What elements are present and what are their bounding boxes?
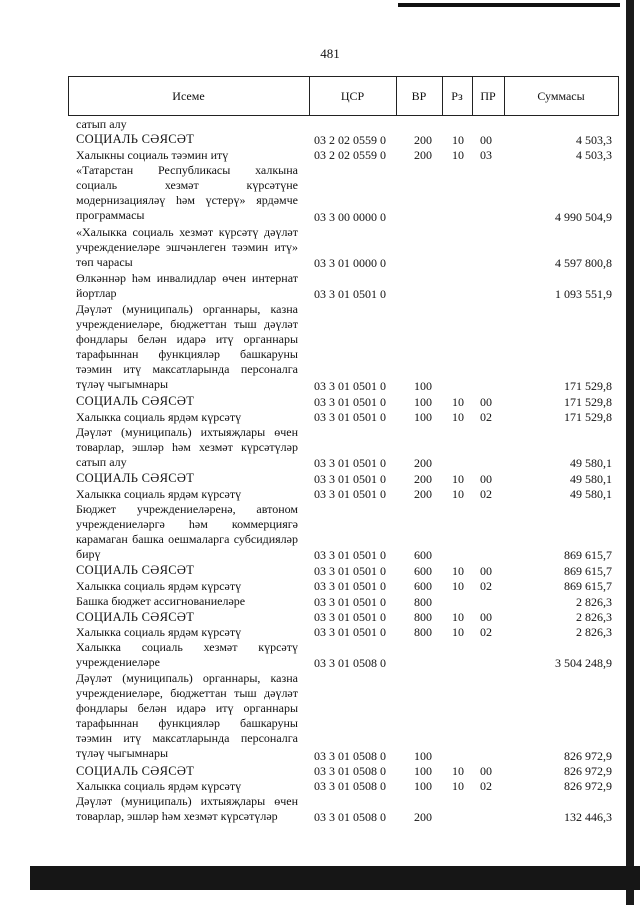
row-vr: 200 (414, 486, 432, 501)
row-name: Дәүләт (муниципаль) органнары, казна учреждениеләре, бюджеттан тыш дәүләт фондлары белән идарә итү органнары тарафыннан функцияләр башкаруны тәэмин итү максатларында персоналга түләү чыгымнары (76, 671, 298, 761)
row-sum: 171 529,8 (564, 379, 612, 394)
row-vr: 100 (414, 394, 432, 409)
row-sum: 49 580,1 (570, 456, 612, 471)
row-vr: 100 (414, 409, 432, 424)
table-row (0, 148, 640, 163)
row-sum: 4 503,3 (576, 132, 612, 147)
row-name: Дәүләт (муниципаль) органнары, казна учреждениеләре, бюджеттан тыш дәүләт фондлары белән идарә итү органнары тарафыннан функцияләр башкаруны тәэмин итү максатларында персоналга түләү чыгымнары (76, 301, 298, 391)
table-row (0, 394, 640, 409)
row-name: Башка бюджет ассигнованиеләре (76, 594, 246, 609)
row-pr: 00 (480, 471, 492, 486)
table-row (0, 594, 640, 609)
row-rz: 10 (452, 563, 464, 578)
row-name: СОЦИАЛЬ СӘЯСӘТ (76, 394, 195, 409)
row-sum: 826 972,9 (564, 764, 612, 779)
row-sum: 869 615,7 (564, 579, 612, 594)
row-rz: 10 (452, 625, 464, 640)
row-vr: 200 (414, 148, 432, 163)
table-row (0, 610, 640, 625)
row-vr: 600 (414, 563, 432, 578)
row-vr: 200 (414, 810, 432, 825)
table-row (0, 764, 640, 779)
row-vr: 100 (414, 779, 432, 794)
table-row (0, 410, 640, 425)
table-row (0, 671, 640, 763)
row-csr: 03 3 01 0501 0 (314, 486, 386, 501)
row-vr: 800 (414, 594, 432, 609)
header-sum: Суммасы (537, 89, 585, 103)
row-vr: 200 (414, 456, 432, 471)
row-pr: 02 (480, 779, 492, 794)
header-rz: Рз (451, 89, 463, 103)
row-pr: 00 (480, 610, 492, 625)
table-row (0, 132, 640, 147)
table-row (0, 271, 640, 302)
row-rz: 10 (452, 132, 464, 147)
row-name: Халыкны социаль тәэмин итү (76, 147, 229, 162)
row-name: Халыкка социаль ярдәм күрсәтү (76, 578, 242, 593)
row-rz: 10 (452, 764, 464, 779)
row-pr: 02 (480, 409, 492, 424)
table-row (0, 163, 640, 225)
row-sum: 49 580,1 (570, 471, 612, 486)
row-pr: 00 (480, 394, 492, 409)
row-rz: 10 (452, 579, 464, 594)
table-row (0, 117, 640, 132)
row-csr: 03 3 01 0508 0 (314, 764, 386, 779)
row-csr: 03 3 01 0501 0 (314, 625, 386, 640)
row-name: Дәүләт (муниципаль) ихтыяҗлары өчен товарлар, эшләр һәм хезмәт күрсәтүләр (76, 794, 298, 824)
row-sum: 869 615,7 (564, 548, 612, 563)
row-csr: 03 2 02 0559 0 (314, 148, 386, 163)
row-csr: 03 3 01 0501 0 (314, 610, 386, 625)
row-rz: 10 (452, 471, 464, 486)
row-pr: 00 (480, 563, 492, 578)
row-pr: 02 (480, 625, 492, 640)
row-sum: 869 615,7 (564, 563, 612, 578)
row-csr: 03 3 01 0501 0 (314, 409, 386, 424)
row-name: Халыкка социаль ярдәм күрсәтү (76, 779, 242, 794)
row-name: Халыкка социаль ярдәм күрсәтү (76, 625, 242, 640)
row-csr: 03 3 01 0508 0 (314, 656, 386, 671)
row-name: СОЦИАЛЬ СӘЯСӘТ (76, 471, 195, 486)
row-csr: 03 3 01 0501 0 (314, 594, 386, 609)
row-csr: 03 3 01 0508 0 (314, 748, 386, 763)
table-header (68, 76, 619, 116)
table-row (0, 640, 640, 671)
header-csr: ЦСР (340, 89, 365, 103)
row-sum: 49 580,1 (570, 486, 612, 501)
scan-edge-top (398, 3, 620, 7)
row-name: Өлкәннәр һәм инвалидлар өчен интернат йортлар (76, 270, 298, 300)
row-name: Халыкка социаль хезмәт күрсәтү учреждениеләре (76, 640, 298, 670)
row-vr: 200 (414, 132, 432, 147)
row-name: Халыкка социаль ярдәм күрсәтү (76, 486, 242, 501)
table-row (0, 471, 640, 486)
table-body (0, 117, 640, 825)
row-rz: 10 (452, 394, 464, 409)
header-pr: ПР (480, 89, 496, 103)
table-row (0, 302, 640, 394)
row-name: СОЦИАЛЬ СӘЯСӘТ (76, 563, 195, 578)
row-vr: 200 (414, 471, 432, 486)
row-name: «Халыкка социаль хезмәт күрсәтү дәүләт учреждениеләре эшчәнлеген тәэмин итү» төп чарасы (76, 224, 298, 269)
table-row (0, 579, 640, 594)
header-vr: ВР (411, 89, 427, 103)
row-sum: 132 446,3 (564, 810, 612, 825)
row-rz: 10 (452, 779, 464, 794)
row-vr: 800 (414, 625, 432, 640)
row-pr: 02 (480, 486, 492, 501)
row-csr: 03 3 01 0501 0 (314, 379, 386, 394)
table-row (0, 794, 640, 825)
row-vr: 800 (414, 610, 432, 625)
row-sum: 826 972,9 (564, 748, 612, 763)
row-sum: 2 826,3 (576, 594, 612, 609)
scan-edge-bottom (30, 866, 640, 890)
row-sum: 171 529,8 (564, 409, 612, 424)
table-row (0, 625, 640, 640)
row-pr: 00 (480, 764, 492, 779)
row-name: Дәүләт (муниципаль) ихтыяҗлары өчен товарлар, эшләр һәм хезмәт күрсәтүләр сатып алу (76, 424, 298, 469)
row-vr: 600 (414, 548, 432, 563)
row-sum: 3 504 248,9 (555, 656, 612, 671)
row-csr: 03 3 01 0508 0 (314, 810, 386, 825)
row-name: СОЦИАЛЬ СӘЯСӘТ (76, 609, 195, 624)
row-sum: 4 503,3 (576, 148, 612, 163)
row-rz: 10 (452, 486, 464, 501)
row-rz: 10 (452, 409, 464, 424)
row-sum: 2 826,3 (576, 625, 612, 640)
row-vr: 600 (414, 579, 432, 594)
row-csr: 03 3 01 0501 0 (314, 471, 386, 486)
row-rz: 10 (452, 610, 464, 625)
row-sum: 2 826,3 (576, 610, 612, 625)
table-row (0, 487, 640, 502)
row-csr: 03 3 01 0501 0 (314, 456, 386, 471)
row-csr: 03 3 01 0501 0 (314, 563, 386, 578)
row-pr: 03 (480, 148, 492, 163)
row-name: сатып алу (76, 117, 127, 131)
row-sum: 4 597 800,8 (555, 255, 612, 270)
row-csr: 03 3 00 0000 0 (314, 209, 386, 224)
row-csr: 03 3 01 0501 0 (314, 286, 386, 301)
row-csr: 03 3 01 0501 0 (314, 548, 386, 563)
row-vr: 100 (414, 748, 432, 763)
row-pr: 02 (480, 579, 492, 594)
row-rz: 10 (452, 148, 464, 163)
row-csr: 03 3 01 0000 0 (314, 255, 386, 270)
row-vr: 100 (414, 764, 432, 779)
row-name: Халыкка социаль ярдәм күрсәтү (76, 409, 242, 424)
row-csr: 03 3 01 0501 0 (314, 579, 386, 594)
table-row (0, 779, 640, 794)
row-sum: 171 529,8 (564, 394, 612, 409)
row-name: «Татарстан Республикасы халкына социаль хезмәт күрсәтүне модернизацияләү һәм үстерү» ярдәмче программасы (76, 163, 298, 223)
row-pr: 00 (480, 132, 492, 147)
table-row (0, 502, 640, 564)
table-row (0, 225, 640, 271)
row-name: СОЦИАЛЬ СӘЯСӘТ (76, 763, 195, 778)
row-sum: 4 990 504,9 (555, 209, 612, 224)
table-row (0, 563, 640, 578)
page-number: 481 (320, 46, 340, 61)
row-csr: 03 2 02 0559 0 (314, 132, 386, 147)
row-vr: 100 (414, 379, 432, 394)
row-sum: 826 972,9 (564, 779, 612, 794)
row-name: Бюджет учреждениеләренә, автоном учреждениеләргә һәм коммерциягә карамаган башка оешмаларга субсидияләр бирү (76, 501, 298, 561)
row-csr: 03 3 01 0508 0 (314, 779, 386, 794)
row-name: СОЦИАЛЬ СӘЯСӘТ (76, 132, 195, 147)
header-name: Исеме (172, 89, 205, 103)
table-row (0, 425, 640, 471)
row-csr: 03 3 01 0501 0 (314, 394, 386, 409)
row-sum: 1 093 551,9 (555, 286, 612, 301)
header-divider (618, 77, 619, 115)
